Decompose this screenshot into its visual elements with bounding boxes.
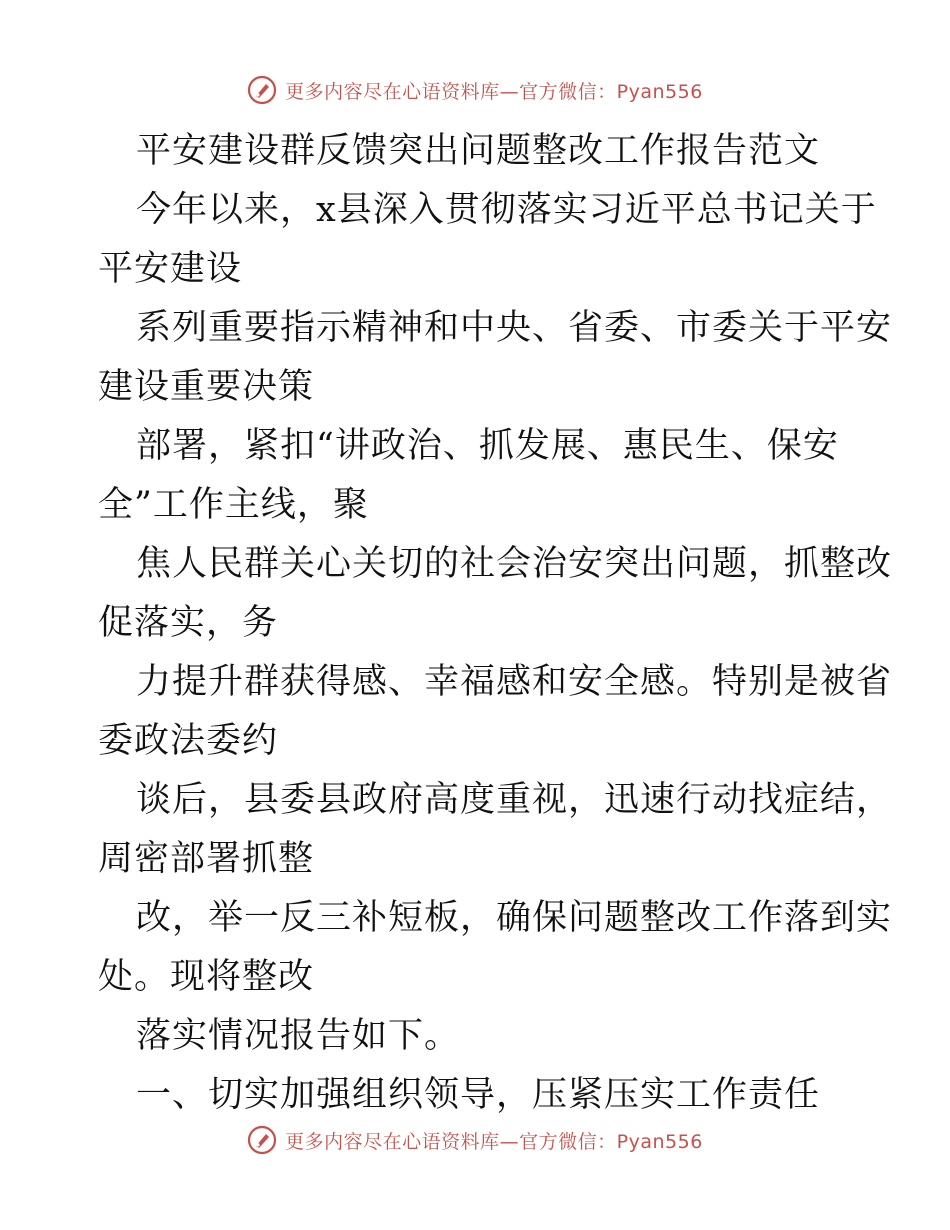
text-line: 委政法委约 [98,721,279,761]
text-line: 促落实，务 [98,603,279,643]
text-line: 建设重要决策 [98,367,315,407]
text-line: 处。现将整改 [98,957,315,997]
text-line: 周密部署抓整 [98,839,315,879]
text-line: 一、切实加强组织领导，压紧压实工作责任 [136,1075,821,1115]
pen-nib-logo-icon [247,1125,277,1155]
text-line: 全”工作主线，聚 [98,485,369,525]
footer-watermark [0,1120,950,1160]
text-line: 今年以来，x县深入贯彻落实习近平总书记关于 [136,190,877,230]
text-line: 部署，紧扣“讲政治、抓发展、惠民生、保安 [136,426,839,466]
text-line: 系列重要指示精神和中央、省委、市委关于平安 [136,308,893,348]
text-line: 谈后，县委县政府高度重视，迅速行动找症结， [136,780,893,820]
watermark-text: 更多内容尽在心语资料库—官方微信：Pyan556 [285,1130,703,1153]
text-line: 平安建设 [98,249,243,289]
watermark-text: 更多内容尽在心语资料库—官方微信：Pyan556 [285,80,703,103]
pen-nib-logo-icon [247,75,277,105]
document-body [98,122,893,1125]
text-line: 改，举一反三补短板，确保问题整改工作落到实 [136,898,893,938]
header-watermark [0,70,950,110]
text-line: 焦人民群关心关切的社会治安突出问题，抓整改 [136,544,893,584]
text-line: 平安建设群反馈突出问题整改工作报告范文 [136,131,821,171]
text-line: 落实情况报告如下。 [136,1016,461,1056]
text-line: 力提升群获得感、幸福感和安全感。特别是被省 [136,662,893,702]
